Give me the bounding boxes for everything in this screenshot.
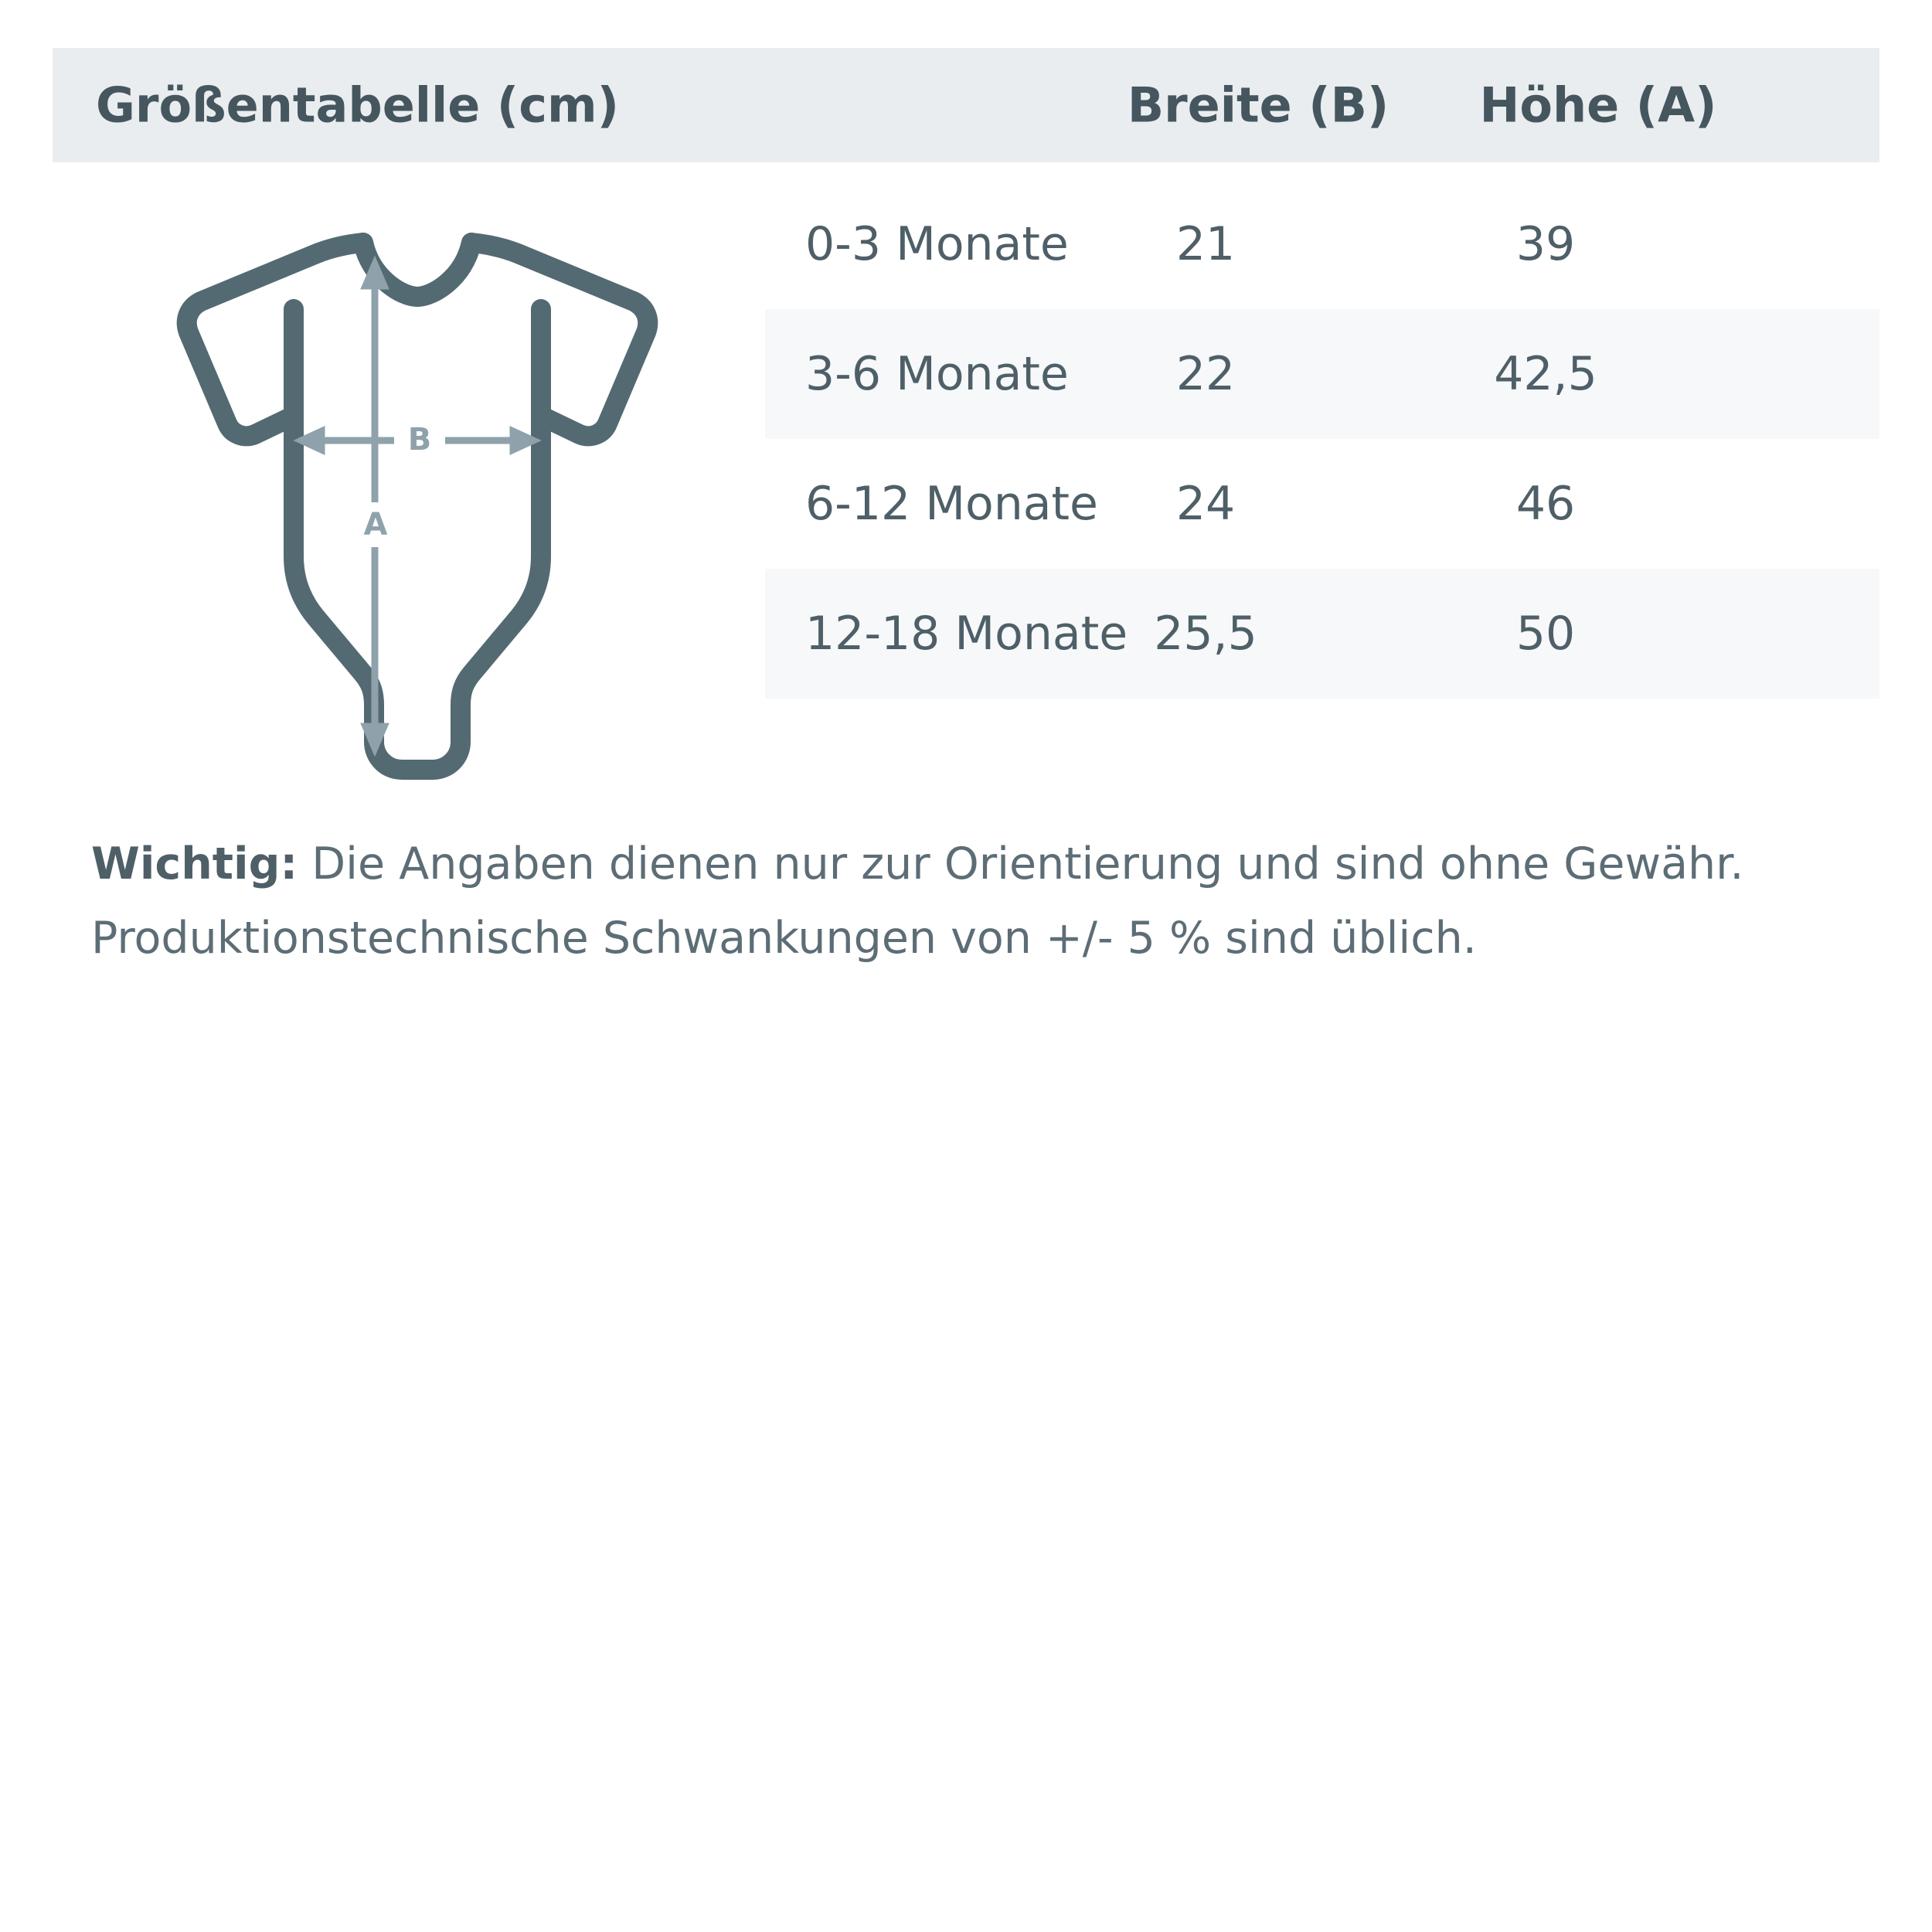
size-table: [765, 179, 1879, 699]
cell-size: 0-3 Monate: [805, 217, 1069, 271]
column-header-height: Höhe (A): [1479, 77, 1717, 134]
disclaimer-line-1: Die Angaben dienen nur zur Orientierung und sind ohne Gewähr.: [298, 838, 1744, 889]
table-row: [765, 309, 1879, 439]
disclaimer-line-2: Produktionstechnische Schwankungen von +/- 5 % sind üblich.: [91, 913, 1477, 964]
cell-width: 24: [1175, 477, 1236, 531]
cell-size: 6-12 Monate: [805, 477, 1098, 531]
cell-height: 42,5: [1494, 347, 1597, 401]
column-header-width: Breite (B): [1127, 77, 1389, 134]
table-header: [53, 48, 1879, 162]
cell-size: 12-18 Monate: [805, 607, 1128, 661]
label-width: B: [407, 422, 432, 457]
table-row: [765, 569, 1879, 699]
cell-height: 39: [1515, 217, 1576, 271]
cell-height: 50: [1515, 607, 1576, 661]
disclaimer-note: [91, 827, 1869, 975]
baby-bodysuit-diagram: [139, 216, 696, 788]
cell-width: 25,5: [1154, 607, 1257, 661]
disclaimer-label: Wichtig:: [91, 838, 298, 889]
table-row: [765, 179, 1879, 309]
cell-height: 46: [1515, 477, 1576, 531]
label-height: A: [363, 507, 388, 543]
table-row: [765, 439, 1879, 569]
page-title: Größentabelle (cm): [96, 77, 619, 134]
cell-width: 22: [1175, 347, 1236, 401]
cell-width: 21: [1175, 217, 1236, 271]
cell-size: 3-6 Monate: [805, 347, 1069, 401]
